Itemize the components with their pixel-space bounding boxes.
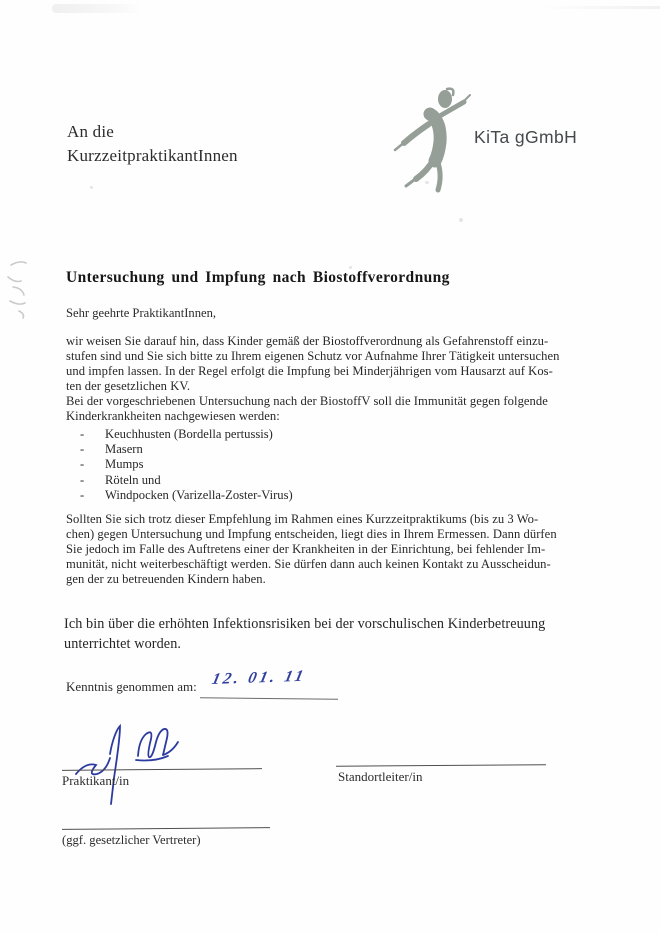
date-underline — [200, 697, 338, 699]
scan-speck — [459, 218, 463, 222]
dancing-figure-logo-icon — [391, 86, 471, 196]
text-line: Kinderkrankheiten nachgewiesen werden: — [66, 409, 280, 424]
list-item-label: Masern — [105, 442, 143, 457]
scan-smudge — [540, 6, 660, 9]
text-line: gen der zu betreuenden Kindern haben. — [66, 572, 266, 587]
list-item — [80, 488, 293, 503]
text-line: und impfen lassen. In der Regel erfolgt die Impfung bei Minderjährigen vom Hausarzt auf Kos- — [66, 364, 553, 379]
list-dash: - — [80, 457, 85, 472]
acknowledgement-label: Kenntnis genommen am: — [66, 679, 197, 694]
signature-label-standortleiter: Standortleiter/in — [338, 769, 423, 784]
signature-label-vertreter: (ggf. gesetzlicher Vertreter) — [62, 833, 201, 847]
list-dash: - — [80, 427, 85, 441]
handwritten-date: 12. 01. 11 — [210, 667, 308, 689]
text-line: Sie jedoch im Falle des Auftretens einer der Krankheiten in der Einrichtung, bei fehlender Im- — [66, 542, 546, 557]
signature-line-vertreter — [62, 827, 270, 830]
text-line: ten der gesetzlichen KV. — [66, 379, 191, 394]
company-name: KiTa gGmbH — [474, 127, 578, 147]
text-line: Sollten Sie sich trotz dieser Empfehlung im Rahmen eines Kurzzeitpraktikums (bis zu 3 Wo- — [66, 512, 539, 526]
salutation: Sehr geehrte PraktikantInnen, — [66, 306, 217, 320]
text-line: chen) gegen Untersuchung und Impfung entscheiden, liegt dies in Ihrem Ermessen. Dann dürfen — [66, 527, 557, 542]
document-title: Untersuchung und Impfung nach Biostoffverordnung — [66, 269, 450, 286]
list-item — [80, 427, 293, 442]
list-item — [80, 473, 293, 488]
scan-speck — [90, 186, 93, 189]
text-line: wir weisen Sie darauf hin, dass Kinder gemäß der Biostoffverordnung als Gefahrenstoff einzu- — [66, 334, 549, 348]
list-item-label: Mumps — [105, 457, 144, 472]
text-line: munität, nicht weiterbeschäftigt werden. Sie dürfen dann auch keinen Kontakt zu Ausscheidun- — [66, 557, 551, 572]
praktikant-signature-scribble — [70, 720, 196, 806]
disease-list — [80, 427, 293, 503]
text-line: Bei der vorgeschriebenen Untersuchung nach der BiostoffV soll die Immunität gegen folgende — [66, 394, 548, 409]
text-line: stufen sind und Sie sich bitte zu Ihrem eigenen Schutz vor Aufnahme Ihrer Tätigkeit untersuchen — [66, 349, 560, 364]
statement-paragraph — [64, 615, 624, 654]
signature-line-standortleiter — [336, 764, 546, 766]
text-line: unterrichtet worden. — [64, 635, 182, 652]
list-dash: - — [80, 472, 85, 487]
list-item-label: Keuchhusten (Bordella pertussis) — [105, 427, 273, 441]
list-dash: - — [80, 487, 85, 502]
scan-smudge — [3, 257, 49, 321]
list-item-label: Windpocken (Varizella-Zoster-Virus) — [105, 487, 293, 502]
list-dash: - — [80, 442, 85, 457]
signature-label-praktikant: Praktikant/in — [62, 773, 130, 788]
list-item-label: Röteln und — [105, 472, 161, 487]
intro-paragraph — [66, 334, 614, 425]
recipient-line: KurzzeitpraktikantInnen — [67, 146, 238, 165]
recipient-address — [67, 120, 238, 168]
list-item — [80, 442, 293, 457]
scan-smudge — [52, 4, 142, 13]
caution-paragraph — [66, 512, 614, 587]
text-line: Ich bin über die erhöhten Infektionsrisiken bei der vorschulischen Kinderbetreuung — [64, 616, 546, 632]
list-item — [80, 457, 293, 472]
recipient-line: An die — [67, 122, 114, 141]
